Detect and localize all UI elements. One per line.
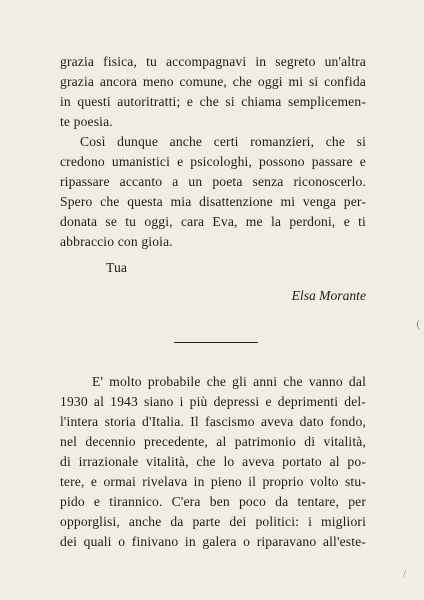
- letter-line: grazia ancora meno comune, che oggi mi si confida: [60, 74, 366, 89]
- essay-line: E' molto probabile che gli anni che vanno dal: [92, 374, 366, 389]
- essay-line: dei quali o finivano in galera o riparavano all'este-: [60, 534, 366, 549]
- letter-line: abbraccio con gioia.: [60, 234, 173, 249]
- essay-line: 1930 al 1943 siano i più depressi e deprimenti del-: [60, 394, 366, 409]
- essay-line: di irrazionale vitalità, che lo aveva portato al po-: [60, 454, 366, 469]
- letter-line: ripassare accanto a un poeta senza riconoscerlo.: [60, 174, 366, 189]
- letter-line: te poesia.: [60, 114, 113, 129]
- page-edge-mark: /: [402, 568, 406, 580]
- letter-line: grazia fisica, tu accompagnavi in segreto un'altra: [60, 54, 366, 69]
- letter-line: donata se tu oggi, cara Eva, me la perdoni, e ti: [60, 214, 366, 229]
- letter-line: Così dunque anche certi romanzieri, che si: [80, 134, 366, 149]
- letter-closing: Tua: [106, 260, 128, 275]
- letter-line: Spero che questa mia disattenzione mi venga per-: [60, 194, 366, 209]
- essay-line: tere, e ormai rivelava in pieno il proprio volto stu-: [60, 474, 366, 489]
- section-divider: [174, 342, 258, 343]
- essay-line: l'intera storia d'Italia. Il fascismo aveva dato fondo,: [60, 414, 366, 429]
- letter-line: credono umanistici e psicologhi, possono passare e: [60, 154, 366, 169]
- essay-line: nel decennio precedente, al patrimonio di vitalità,: [60, 434, 366, 449]
- letter-signature: Elsa Morante: [291, 288, 366, 303]
- essay-line: opporglisi, anche da parte dei politici: i migliori: [60, 514, 366, 529]
- page-edge-mark: (: [416, 318, 420, 330]
- letter-line: in questi autoritratti; e che si chiama semplicemen-: [60, 94, 366, 109]
- essay-line: pido e tirannico. C'era ben poco da tentare, per: [60, 494, 366, 509]
